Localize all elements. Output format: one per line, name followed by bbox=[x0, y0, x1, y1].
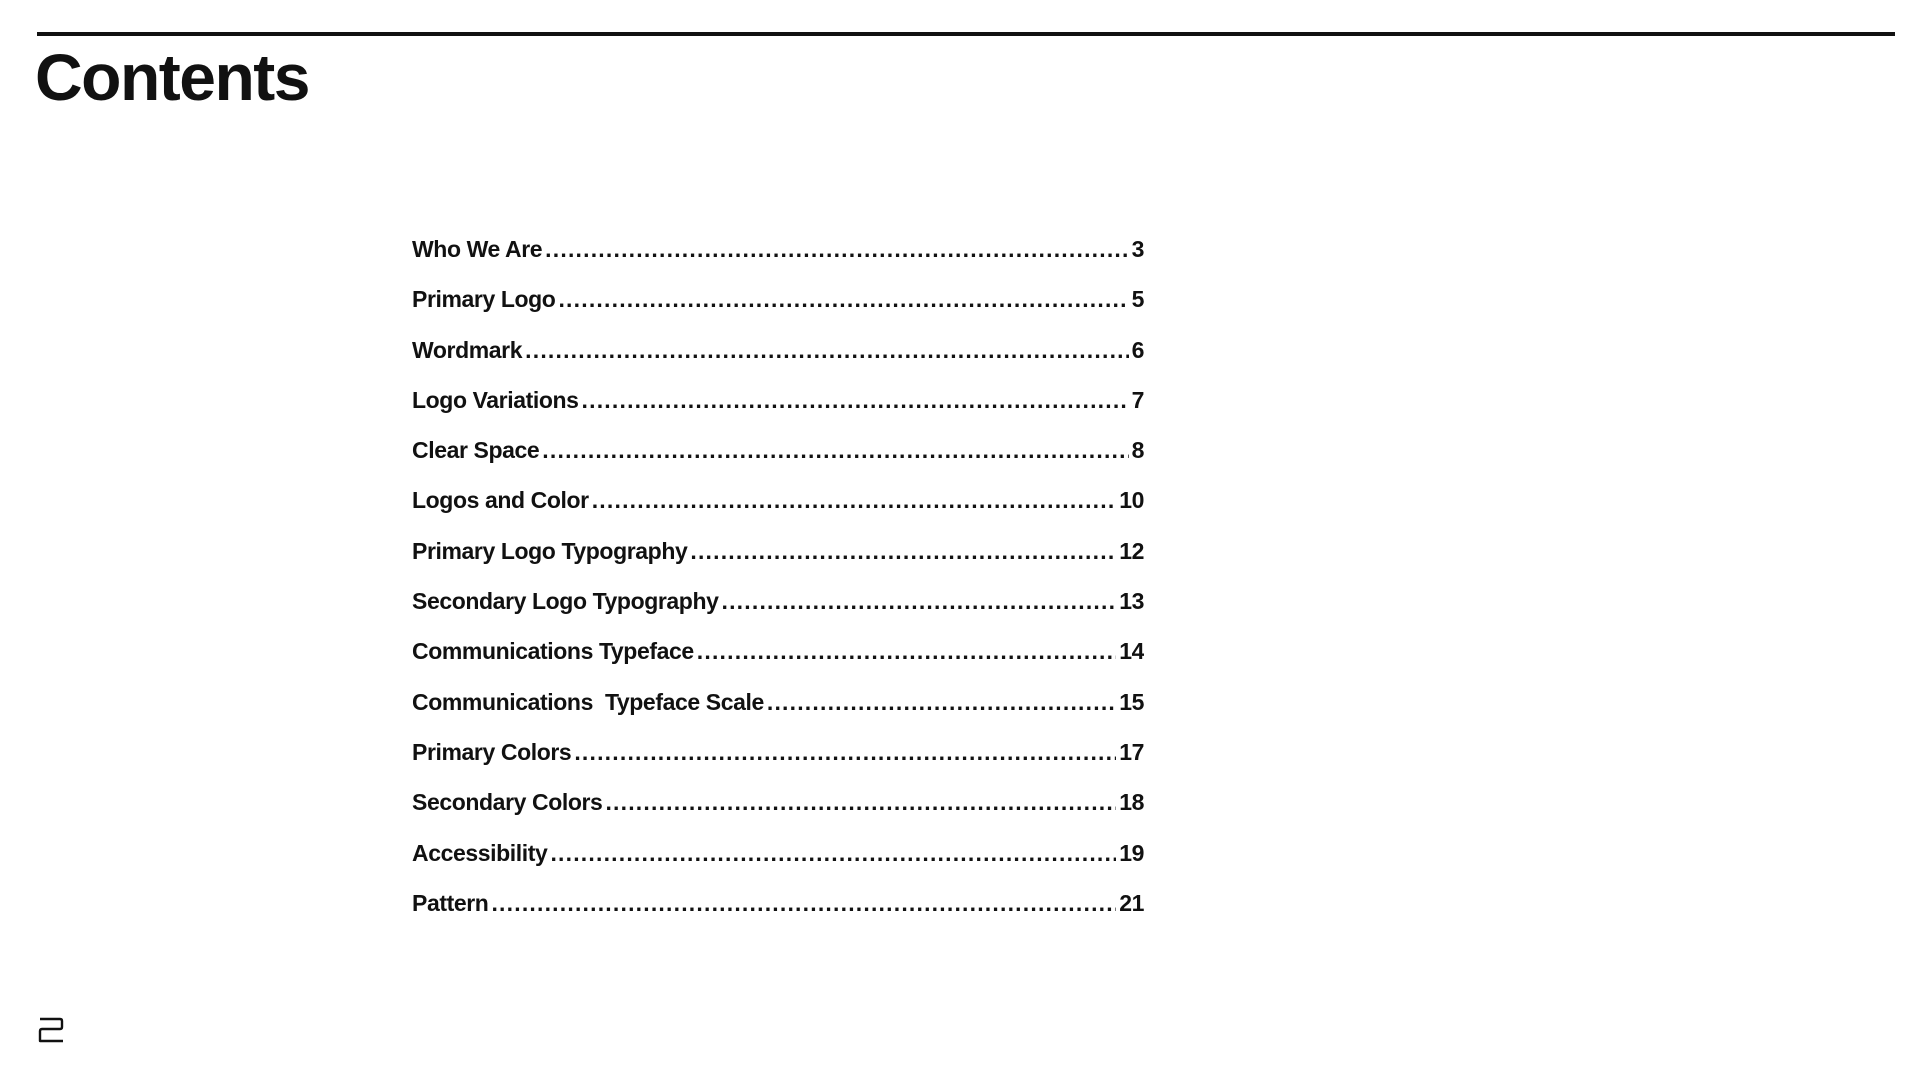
toc-item-page: 21 bbox=[1119, 889, 1144, 916]
dot-leader bbox=[582, 375, 1129, 425]
dot-leader bbox=[722, 576, 1117, 626]
toc-item-label: Accessibility bbox=[412, 839, 548, 866]
toc-item-page: 17 bbox=[1119, 738, 1144, 765]
dot-leader bbox=[690, 526, 1116, 576]
dot-leader bbox=[545, 224, 1128, 274]
toc-item[interactable] bbox=[412, 274, 1144, 324]
toc-item-label: Pattern bbox=[412, 889, 489, 916]
toc-item-label: Primary Logo bbox=[412, 286, 556, 313]
dot-leader bbox=[525, 325, 1128, 375]
toc-item-label: Secondary Logo Typography bbox=[412, 588, 719, 615]
toc-item-page: 5 bbox=[1131, 286, 1144, 313]
dot-leader bbox=[550, 828, 1116, 878]
toc-item[interactable] bbox=[412, 375, 1144, 425]
toc-item-label: Primary Logo Typography bbox=[412, 537, 688, 564]
toc-item-page: 13 bbox=[1119, 588, 1144, 615]
toc-item-page: 12 bbox=[1119, 537, 1144, 564]
dot-leader bbox=[542, 425, 1128, 475]
dot-leader bbox=[767, 677, 1116, 727]
toc-item[interactable] bbox=[412, 576, 1144, 626]
dot-leader bbox=[491, 878, 1116, 928]
toc-item-page: 15 bbox=[1119, 688, 1144, 715]
toc-item-page: 3 bbox=[1131, 236, 1144, 262]
toc-item-page: 14 bbox=[1119, 638, 1144, 665]
toc-item-label: Communications Typeface bbox=[412, 638, 694, 665]
toc-item-page: 6 bbox=[1131, 336, 1144, 363]
dot-leader bbox=[605, 777, 1116, 827]
toc-item-page: 7 bbox=[1131, 386, 1144, 413]
toc-item[interactable] bbox=[412, 475, 1144, 525]
toc-item-label: Logo Variations bbox=[412, 386, 579, 413]
dot-leader bbox=[697, 626, 1116, 676]
toc-item-label: Clear Space bbox=[412, 437, 540, 464]
toc-item[interactable] bbox=[412, 878, 1144, 928]
top-rule bbox=[37, 32, 1895, 36]
toc-item-label: Primary Colors bbox=[412, 738, 572, 765]
toc-item-label: Secondary Colors bbox=[412, 789, 603, 816]
toc-item[interactable] bbox=[412, 425, 1144, 475]
toc-item-label: Communications Typeface Scale bbox=[412, 688, 764, 715]
toc-item-label: Logos and Color bbox=[412, 487, 589, 514]
toc-item[interactable] bbox=[412, 224, 1144, 274]
dot-leader bbox=[558, 274, 1128, 324]
toc-item[interactable] bbox=[412, 325, 1144, 375]
dot-leader bbox=[574, 727, 1116, 777]
toc-item-page: 10 bbox=[1119, 487, 1144, 514]
page-number bbox=[38, 1016, 64, 1044]
dot-leader bbox=[592, 475, 1116, 525]
toc-item-label: Who We Are bbox=[412, 236, 543, 262]
toc-item[interactable] bbox=[412, 727, 1144, 777]
toc-item-page: 18 bbox=[1119, 789, 1144, 816]
toc-item-page: 19 bbox=[1119, 839, 1144, 866]
toc-item[interactable] bbox=[412, 677, 1144, 727]
page-number-glyph bbox=[38, 1016, 64, 1044]
toc-item[interactable] bbox=[412, 777, 1144, 827]
toc-item[interactable] bbox=[412, 526, 1144, 576]
table-of-contents bbox=[412, 224, 1144, 928]
toc-item[interactable] bbox=[412, 626, 1144, 676]
toc-item-label: Wordmark bbox=[412, 336, 523, 363]
page-title: Contents bbox=[35, 40, 309, 114]
toc-item[interactable] bbox=[412, 828, 1144, 878]
toc-item-page: 8 bbox=[1131, 437, 1144, 464]
